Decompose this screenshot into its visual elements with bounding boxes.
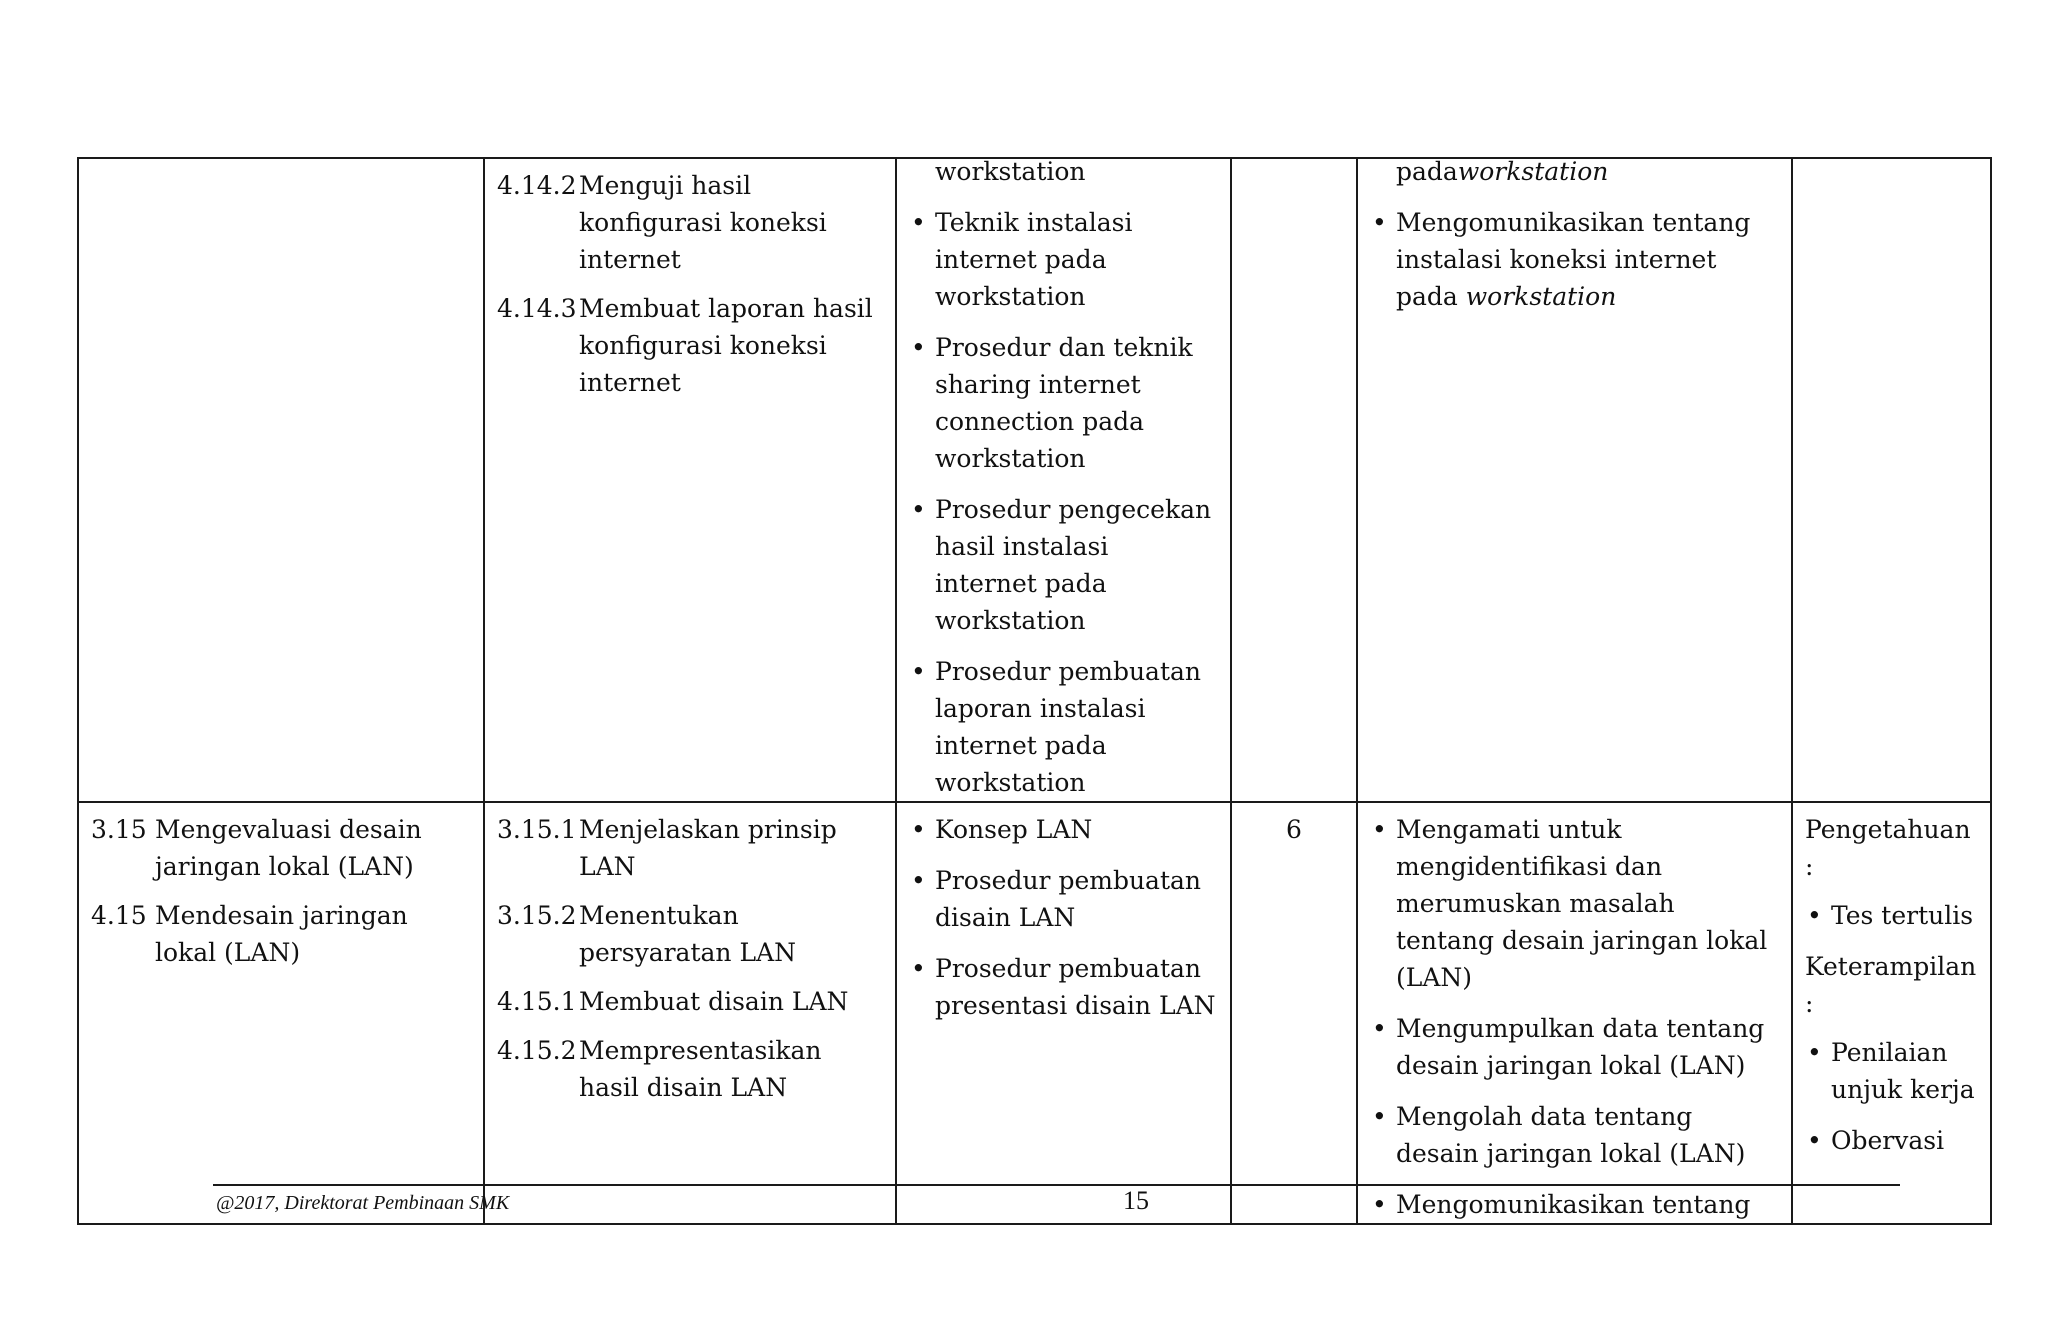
kegiatan-continuation-italic: workstation	[1457, 157, 1609, 186]
table-row	[78, 802, 1991, 1224]
kd-item	[91, 897, 471, 971]
materi-cell	[896, 802, 1231, 1224]
list-item: • Mengomunikasikan tentang	[1370, 1186, 1779, 1223]
footer-divider	[213, 1184, 1900, 1186]
list-item: • Teknik instalasi internet pada workstation	[909, 204, 1218, 315]
indicator-text: Menjelaskan prinsip LAN	[579, 815, 837, 881]
list-item	[1370, 204, 1779, 315]
materi-list	[909, 204, 1218, 801]
indicator-text: Membuat disain LAN	[579, 987, 849, 1016]
penilaian-cell	[1792, 158, 1991, 802]
indicator-text: Menentukan persyaratan LAN	[579, 901, 796, 967]
indicator-item	[497, 1032, 883, 1106]
kompetensi-dasar-cell	[78, 802, 484, 1224]
list-item: • Prosedur pembuatan laporan instalasi internet pada workstation	[909, 653, 1218, 801]
indicator-item	[497, 811, 883, 885]
list-item: • Tes tertulis	[1805, 897, 1978, 934]
kegiatan-italic: workstation	[1465, 282, 1617, 311]
materi-continuation: workstation	[935, 157, 1086, 186]
kd-text: Mengevaluasi desain jaringan lokal (LAN)	[155, 815, 422, 881]
table-row	[78, 158, 1991, 802]
materi-list	[909, 811, 1218, 1024]
list-item: • Mengumpulkan data tentang desain jaringan lokal (LAN)	[1370, 1010, 1779, 1084]
kegiatan-continuation-text: pada	[1396, 157, 1458, 186]
kd-text: Mendesain jaringan lokal (LAN)	[155, 901, 408, 967]
list-item: • Prosedur pembuatan presentasi disain LAN	[909, 950, 1218, 1024]
list-item: • Prosedur pembuatan disain LAN	[909, 862, 1218, 936]
kd-item	[91, 811, 471, 885]
indikator-cell	[484, 802, 896, 1224]
keterampilan-label: Keterampilan :	[1805, 952, 1977, 1018]
kegiatan-continuation	[1370, 153, 1779, 190]
indicator-number: 3.15.2	[497, 901, 577, 930]
kegiatan-list	[1370, 204, 1779, 315]
syllabus-table	[77, 157, 1992, 1225]
pengetahuan-list	[1805, 897, 1978, 934]
list-item: • Konsep LAN	[909, 811, 1218, 848]
pengetahuan-label: Pengetahuan :	[1805, 815, 1971, 881]
indicator-item	[497, 897, 883, 971]
indikator-cell	[484, 158, 896, 802]
indicator-text: Menguji hasil konfigurasi koneksi internet	[579, 171, 827, 274]
list-item: • Obervasi	[1805, 1122, 1978, 1159]
page-number: 15	[1123, 1186, 1149, 1215]
alokasi-cell: 6	[1231, 802, 1357, 1224]
kd-number: 3.15	[91, 815, 147, 844]
indicator-number: 4.15.2	[497, 1036, 577, 1065]
kegiatan-cell	[1357, 802, 1792, 1224]
list-item: • Mengolah data tentang desain jaringan lokal (LAN)	[1370, 1098, 1779, 1172]
kegiatan-list	[1370, 811, 1779, 1223]
list-item: • Prosedur pengecekan hasil instalasi internet pada workstation	[909, 491, 1218, 639]
list-item: • Prosedur dan teknik sharing internet connection pada workstation	[909, 329, 1218, 477]
indicator-item	[497, 167, 883, 278]
indicator-item	[497, 290, 883, 401]
materi-cell	[896, 158, 1231, 802]
footer-copyright: @2017, Direktorat Pembinaan SMK	[216, 1192, 510, 1214]
indicator-text: Membuat laporan hasil konfigurasi koneksi internet	[579, 294, 873, 397]
indicator-text: Mempresentasikan hasil disain LAN	[579, 1036, 822, 1102]
indicator-number: 4.14.2	[497, 171, 577, 200]
indicator-number: 4.15.1	[497, 987, 577, 1016]
list-item: • Mengamati untuk mengidentifikasi dan merumuskan masalah tentang desain jaringan lokal (LAN)	[1370, 811, 1779, 996]
keterampilan-list	[1805, 1034, 1978, 1159]
alokasi-cell	[1231, 158, 1357, 802]
indicator-item	[497, 983, 883, 1020]
kd-number: 4.15	[91, 901, 147, 930]
kegiatan-cell	[1357, 158, 1792, 802]
penilaian-cell	[1792, 802, 1991, 1224]
kompetensi-dasar-cell	[78, 158, 484, 802]
list-item: • Penilaian unjuk kerja	[1805, 1034, 1978, 1108]
indicator-number: 3.15.1	[497, 815, 577, 844]
kegiatan-text: Mengomunikasikan tentang instalasi koneksi internet pada	[1396, 208, 1751, 311]
indicator-number: 4.14.3	[497, 294, 577, 323]
